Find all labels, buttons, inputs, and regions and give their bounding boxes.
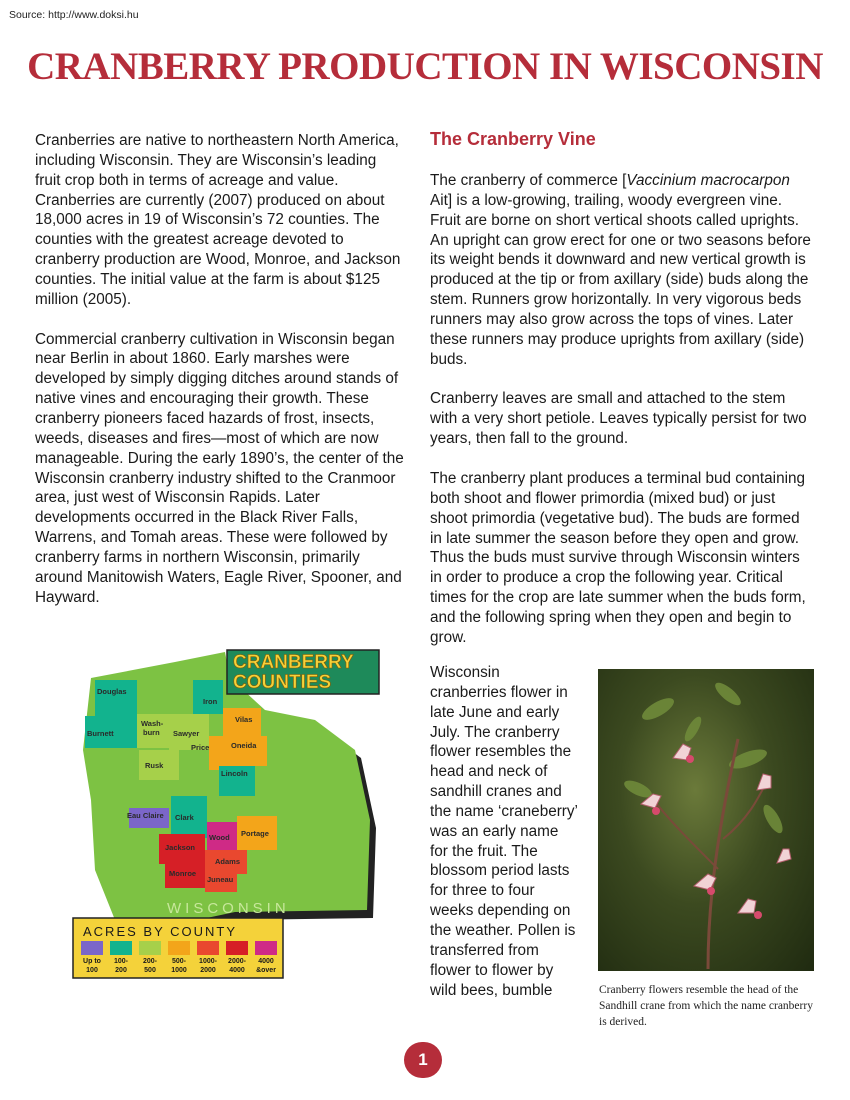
county-douglas [95,680,137,716]
legend-label: 1000- [199,958,217,965]
flower-paragraph: Wisconsin cranberries flower in late June and early July. The cranberry flower resembles the head and neck of sandhill cranes and the name ‘craneberry’ was an early name for the fruit. The blossom period lasts for three to four weeks depending on the weather. Pollen is transferred from flower to flower by wild bees, bumble [430,664,578,999]
map-title-line1: CRANBERRY [233,652,354,673]
label-douglas: Douglas [97,687,127,696]
legend-label: 100- [113,958,129,965]
label-lincoln: Lincoln [221,769,248,778]
photo-caption: Cranberry flowers resemble the head of the Sandhill crane from which the name cranberry is derived. [599,984,813,1028]
label-monroe: Monroe [169,869,197,878]
map-title-line2: COUNTIES [233,672,332,693]
legend-label: 200 [115,967,127,974]
label-price: Price [191,743,210,752]
page-title: CRANBERRY PRODUCTION IN WISCONSIN [27,45,823,88]
section-heading: The Cranberry Vine [430,129,596,149]
legend-label: 4000 [229,967,245,974]
legend-label: 4000 [258,958,274,965]
legend-swatch [110,941,132,955]
legend-label: 100 [86,967,98,974]
cranberry-counties-map [55,640,395,985]
history-paragraph: Commercial cranberry cultivation in Wisconsin began near Berlin in about 1860. Early marshes were developed by simply digging ditches around stands of native vines and encouraging their growth. These cranberry pioneers faced hazards of frost, insects, weeds, diseases and fires—most of which are now manageable. During the early 1890’s, the center of the Wisconsin cranberry industry shifted to the Cranmoor area, just west of Wisconsin Rapids. Later developments occurred in the Black River Falls, Warrens, and Tomah areas. These were followed by cranberry farms in northern Wisconsin, primarily around Manitowish Waters, Eagle River, Spooner, and Hayward. [35,330,404,606]
legend-label: 200- [142,958,158,965]
legend-label: &over [256,967,276,974]
legend-swatch [255,941,277,955]
label-burnett: Burnett [87,729,114,738]
label-vilas: Vilas [235,715,253,724]
vine-paragraph: The cranberry of commerce [Vaccinium macrocarpon Ait] is a low-growing, trailing, woody evergreen vine. Fruit are borne on short vertical shoots called uprights. An upright can grow erect for one or two seasons before its weight bends it downward and new vertical growth is produced at the tip or from axillary (side) buds along the stem. Runners grow horizontally. In very vigorous beds runners may also grow across the tops of vines. Later these runners may produce uprights from axillary (side) buds. [430,172,811,368]
label-washburn-2: burn [143,728,160,737]
buds-paragraph: The cranberry plant produces a terminal bud containing both shoot and flower primordia (mixed bud) or just shoot primordia (vegetative bud). The buds are formed in late summer the season before they open and grow. Thus the buds must survive through Wisconsin winters in order to produce a crop the following year. Critical times for the crop are late summer when the buds form, and the following spring when they open and begin to grow. [430,469,806,646]
legend-label: Up to [83,958,101,965]
label-wood: Wood [209,833,230,842]
legend-label: 500 [144,967,156,974]
label-juneau: Juneau [207,875,234,884]
legend-label: 2000 [200,967,216,974]
label-clark: Clark [175,813,194,822]
leaves-paragraph: Cranberry leaves are small and attached to the stem with a very short petiole. Leaves typically persist for two years, then fall to the ground. [430,390,807,448]
map-state-label: WISCONSIN [167,900,290,917]
legend-label: 500- [171,958,187,965]
cranberry-flower-photo [598,669,814,971]
legend-swatch [197,941,219,955]
page-number: 1 [404,1042,442,1078]
label-portage: Portage [241,829,269,838]
label-washburn-1: Wash- [141,719,164,728]
label-sawyer: Sawyer [173,729,200,738]
scientific-name: Vaccinium macrocarpon [626,172,790,189]
label-jackson: Jackson [165,843,196,852]
legend-swatch [168,941,190,955]
source-line: Source: http://www.doksi.hu [9,9,139,21]
legend-label: 2000- [228,958,246,965]
intro-paragraph: Cranberries are native to northeastern North America, including Wisconsin. They are Wisconsin’s leading fruit crop both in terms of acreage and value. Cranberries are currently (2007) produced on about 18,000 acres in 19 of Wisconsin’s 72 counties. The counties with the greatest acreage devoted to cranberry production are Wood, Monroe, and Jackson counties. The initial value at the farm is about $125 million (2005). [35,132,401,308]
left-column [35,131,405,627]
label-iron: Iron [203,697,218,706]
label-rusk: Rusk [145,761,164,770]
label-oneida: Oneida [231,741,257,750]
legend-title: ACRES BY COUNTY [83,924,238,939]
legend-swatch [226,941,248,955]
legend-label: 1000 [171,967,187,974]
right-column [430,128,815,668]
label-eau-claire: Eau Claire [127,811,164,820]
legend-swatch [81,941,103,955]
legend-swatch [139,941,161,955]
label-adams: Adams [215,857,241,866]
